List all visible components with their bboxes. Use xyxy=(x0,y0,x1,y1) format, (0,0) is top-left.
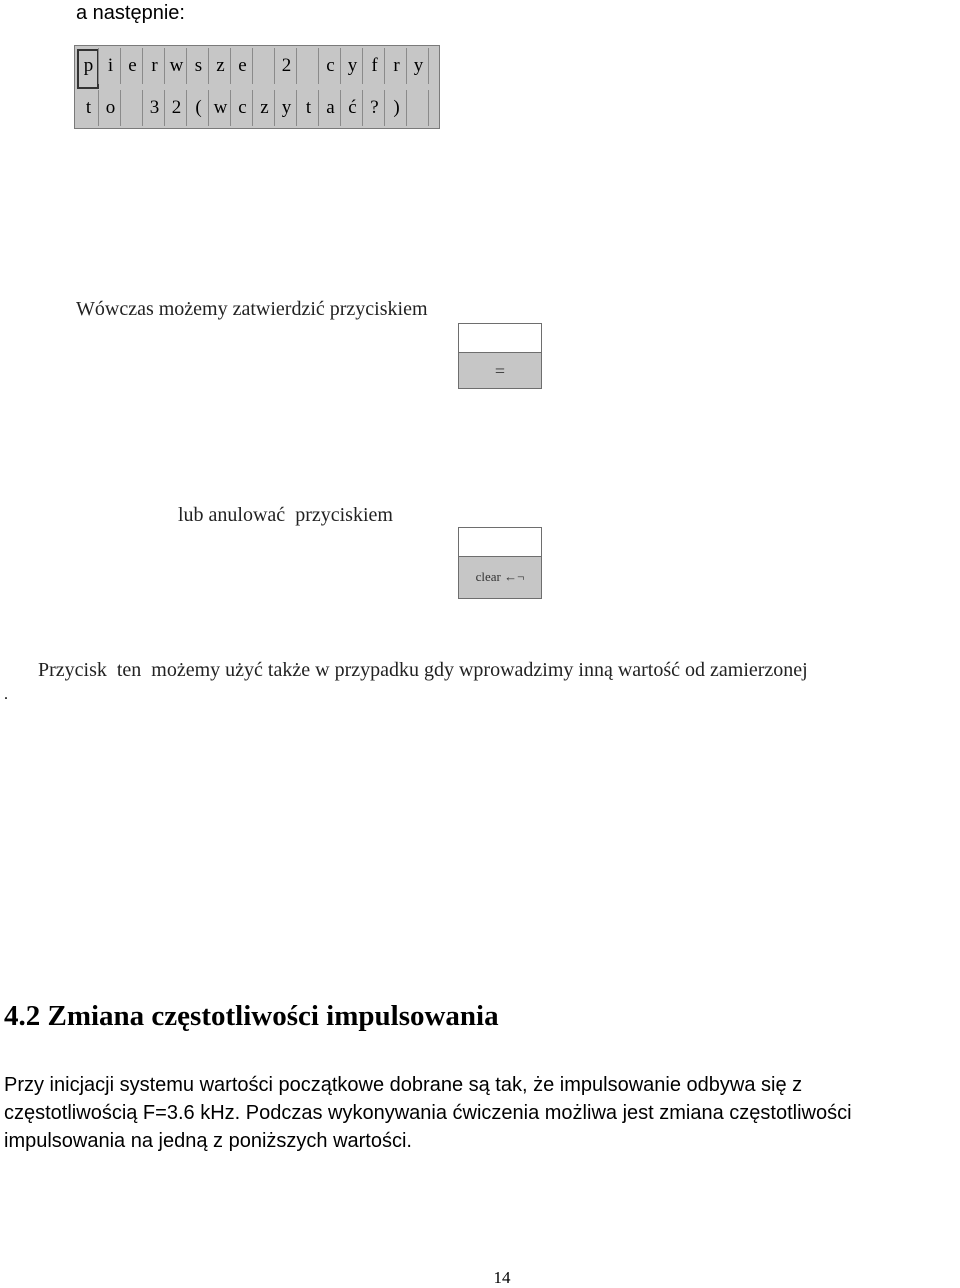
paragraph-line: częstotliwością F=3.6 kHz. Podczas wykonywania ćwiczenia możliwa jest zmiana częstotliwości xyxy=(4,1102,852,1124)
lcd-cell: c xyxy=(321,48,341,84)
clear-key[interactable] xyxy=(458,527,542,599)
lcd-cell: a xyxy=(321,90,341,126)
lcd-cell: c xyxy=(233,90,253,126)
lcd-cell xyxy=(299,48,319,84)
lcd-cell: f xyxy=(365,48,385,84)
intro-text: a następnie: xyxy=(76,2,185,24)
lcd-row-2 xyxy=(75,90,441,128)
lcd-cell xyxy=(123,90,143,126)
lcd-cell: w xyxy=(167,48,187,84)
lcd-display xyxy=(74,45,440,129)
lcd-cell: ) xyxy=(387,90,407,126)
lcd-cell: o xyxy=(101,90,121,126)
lcd-cell: t xyxy=(79,90,99,126)
page-number: 14 xyxy=(493,1268,511,1287)
note-text: Przycisk ten możemy użyć także w przypadku gdy wprowadzimy inną wartość od zamierzonej xyxy=(38,659,808,681)
paragraph-line: Przy inicjacji systemu wartości początkowe dobrane są tak, że impulsowanie odbywa się z xyxy=(4,1074,803,1096)
cancel-text: lub anulować przyciskiem xyxy=(178,504,393,526)
lcd-cell: i xyxy=(101,48,121,84)
confirm-text: Wówczas możemy zatwierdzić przyciskiem xyxy=(76,298,428,320)
lcd-cell: e xyxy=(233,48,253,84)
section-heading: 4.2 Zmiana częstotliwości impulsowania xyxy=(4,1000,499,1032)
paragraph-line: impulsowania na jedną z poniższych wartości. xyxy=(4,1130,412,1152)
lcd-cell: r xyxy=(387,48,407,84)
equals-key[interactable] xyxy=(458,323,542,389)
lcd-cell: r xyxy=(145,48,165,84)
equals-key-label: = xyxy=(494,361,506,381)
lcd-cell: e xyxy=(123,48,143,84)
lcd-cell: z xyxy=(211,48,231,84)
lcd-cell: z xyxy=(255,90,275,126)
lcd-cell: 3 xyxy=(145,90,165,126)
lcd-cell: ( xyxy=(189,90,209,126)
lcd-cell xyxy=(409,90,429,126)
lcd-cell: 2 xyxy=(167,90,187,126)
lcd-cell: 2 xyxy=(277,48,297,84)
lcd-cell: ? xyxy=(365,90,385,126)
note-bullet: . xyxy=(4,686,8,703)
lcd-cell: y xyxy=(277,90,297,126)
section-paragraph xyxy=(4,1071,852,1155)
lcd-cell: ć xyxy=(343,90,363,126)
lcd-cell: w xyxy=(211,90,231,126)
lcd-cell: y xyxy=(343,48,363,84)
lcd-cell: p xyxy=(79,48,99,84)
key-display xyxy=(459,324,541,353)
clear-key-label: clear ←¬ xyxy=(475,569,525,584)
lcd-cell xyxy=(255,48,275,84)
lcd-cell: y xyxy=(409,48,429,84)
key-display xyxy=(459,528,541,557)
lcd-row-1 xyxy=(75,48,441,86)
lcd-cell: t xyxy=(299,90,319,126)
lcd-cell: s xyxy=(189,48,209,84)
